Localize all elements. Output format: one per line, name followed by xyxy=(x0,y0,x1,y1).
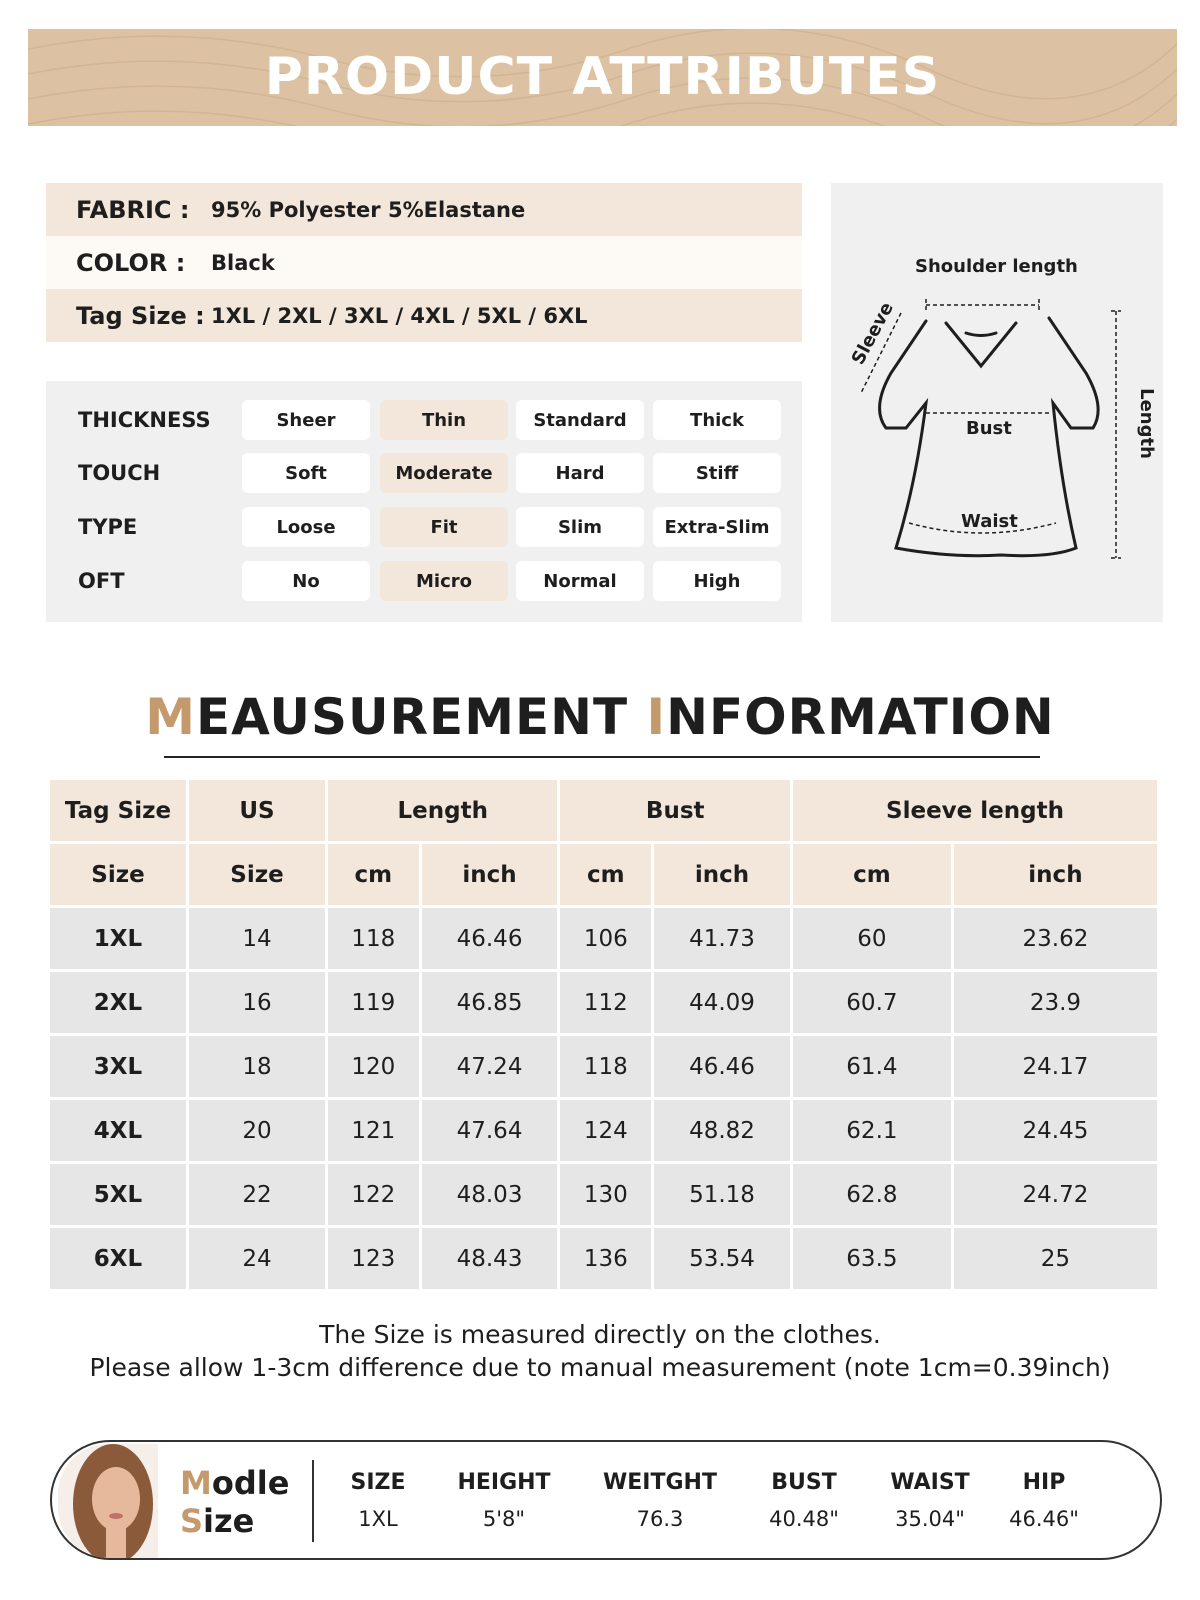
table-header-row xyxy=(50,780,1157,841)
table-cell: 6XL xyxy=(50,1228,186,1289)
table-row xyxy=(50,972,1157,1033)
property-chip-thick: Thick xyxy=(653,400,781,440)
property-chip-high: High xyxy=(653,561,781,601)
length-label: Length xyxy=(1135,388,1157,459)
stat-label: HIP xyxy=(1022,1470,1066,1495)
tag-size-row xyxy=(46,289,802,342)
subheader-cell: Size xyxy=(189,844,325,905)
table-cell: 118 xyxy=(560,1036,651,1097)
table-cell: 46.46 xyxy=(422,908,558,969)
table-cell: 18 xyxy=(189,1036,325,1097)
note-line-2: Please allow 1-3cm difference due to manual measurement (note 1cm=0.39inch) xyxy=(89,1353,1111,1382)
property-chip-standard: Standard xyxy=(516,400,644,440)
shoulder-length-label: Shoulder length xyxy=(915,256,1078,277)
table-cell: 53.54 xyxy=(654,1228,790,1289)
subheader-cell: cm xyxy=(793,844,951,905)
model-stat-bust xyxy=(734,1470,874,1531)
stat-value: 35.04" xyxy=(895,1507,965,1531)
stat-value: 40.48" xyxy=(769,1507,839,1531)
property-label: TOUCH xyxy=(78,461,161,485)
table-row xyxy=(50,1228,1157,1289)
table-cell: 62.1 xyxy=(793,1100,951,1161)
table-cell: 48.82 xyxy=(654,1100,790,1161)
size-table xyxy=(47,777,1160,1292)
property-label: TYPE xyxy=(78,515,138,539)
title-accent: S xyxy=(180,1502,204,1540)
table-cell: 3XL xyxy=(50,1036,186,1097)
color-value: Black xyxy=(211,250,275,275)
table-cell: 24 xyxy=(189,1228,325,1289)
heading-accent-i: I xyxy=(646,688,667,746)
header-cell: Bust xyxy=(560,780,789,841)
model-size-card xyxy=(50,1440,1162,1560)
property-chip-slim: Slim xyxy=(516,507,644,547)
property-chip-loose: Loose xyxy=(242,507,370,547)
heading-part: NFORMATION xyxy=(666,688,1055,746)
table-cell: 4XL xyxy=(50,1100,186,1161)
table-cell: 2XL xyxy=(50,972,186,1033)
stat-label: HEIGHT xyxy=(457,1470,551,1495)
stat-label: BUST xyxy=(771,1470,837,1495)
title-part: ize xyxy=(203,1502,255,1540)
table-cell: 1XL xyxy=(50,908,186,969)
stat-value: 5'8" xyxy=(482,1507,526,1531)
table-cell: 48.43 xyxy=(422,1228,558,1289)
stat-label: SIZE xyxy=(350,1470,406,1495)
table-cell: 47.24 xyxy=(422,1036,558,1097)
subheader-cell: inch xyxy=(954,844,1157,905)
model-stat-size xyxy=(308,1470,448,1531)
header-cell: Tag Size xyxy=(50,780,186,841)
property-chip-no: No xyxy=(242,561,370,601)
table-cell: 16 xyxy=(189,972,325,1033)
table-cell: 47.64 xyxy=(422,1100,558,1161)
model-stat-hip xyxy=(974,1470,1114,1531)
property-chip-soft: Soft xyxy=(242,453,370,493)
table-cell: 118 xyxy=(328,908,419,969)
table-cell: 106 xyxy=(560,908,651,969)
table-cell: 112 xyxy=(560,972,651,1033)
model-stat-height xyxy=(434,1470,574,1531)
table-row xyxy=(50,1164,1157,1225)
table-cell: 62.8 xyxy=(793,1164,951,1225)
avatar xyxy=(58,1444,158,1558)
subheader-cell: inch xyxy=(654,844,790,905)
table-row xyxy=(50,1036,1157,1097)
stat-value: 1XL xyxy=(358,1507,398,1531)
table-cell: 122 xyxy=(328,1164,419,1225)
note-line-1: The Size is measured directly on the clothes. xyxy=(319,1320,881,1349)
property-label: THICKNESS xyxy=(78,408,211,432)
table-cell: 23.62 xyxy=(954,908,1157,969)
table-cell: 20 xyxy=(189,1100,325,1161)
table-cell: 61.4 xyxy=(793,1036,951,1097)
table-cell: 60.7 xyxy=(793,972,951,1033)
table-cell: 124 xyxy=(560,1100,651,1161)
property-chip-thin: Thin xyxy=(380,400,508,440)
color-row xyxy=(46,236,802,289)
table-cell: 51.18 xyxy=(654,1164,790,1225)
subheader-cell: Size xyxy=(50,844,186,905)
table-cell: 46.85 xyxy=(422,972,558,1033)
table-cell: 123 xyxy=(328,1228,419,1289)
stat-label: WAIST xyxy=(890,1470,970,1495)
property-chip-fit: Fit xyxy=(380,507,508,547)
fabric-label: FABRIC : xyxy=(76,195,190,224)
table-cell: 22 xyxy=(189,1164,325,1225)
subheader-cell: cm xyxy=(328,844,419,905)
table-cell: 24.17 xyxy=(954,1036,1157,1097)
table-cell: 5XL xyxy=(50,1164,186,1225)
property-chip-moderate: Moderate xyxy=(380,453,508,493)
heading-accent-m: M xyxy=(145,688,197,746)
property-chip-sheer: Sheer xyxy=(242,400,370,440)
sleeve-label: Sleeve xyxy=(847,298,898,369)
table-cell: 60 xyxy=(793,908,951,969)
table-row xyxy=(50,908,1157,969)
table-subheader-row xyxy=(50,844,1157,905)
heading-part: EAUSUREMENT xyxy=(196,688,647,746)
table-cell: 119 xyxy=(328,972,419,1033)
table-cell: 130 xyxy=(560,1164,651,1225)
table-cell: 136 xyxy=(560,1228,651,1289)
property-chip-micro: Micro xyxy=(380,561,508,601)
table-cell: 63.5 xyxy=(793,1228,951,1289)
subheader-cell: cm xyxy=(560,844,651,905)
stat-value: 76.3 xyxy=(636,1507,684,1531)
dress-outline-icon xyxy=(831,183,1163,622)
measurement-heading xyxy=(0,688,1200,746)
color-label: COLOR : xyxy=(76,248,186,277)
table-cell: 44.09 xyxy=(654,972,790,1033)
table-cell: 46.46 xyxy=(654,1036,790,1097)
fabric-row xyxy=(46,183,802,236)
waist-label: Waist xyxy=(961,511,1018,532)
stat-value: 46.46" xyxy=(1009,1507,1079,1531)
table-cell: 120 xyxy=(328,1036,419,1097)
page-title: PRODUCT ATTRIBUTES xyxy=(264,47,941,107)
header-cell: Sleeve length xyxy=(793,780,1157,841)
property-chip-stiff: Stiff xyxy=(653,453,781,493)
subheader-cell: inch xyxy=(422,844,558,905)
heading-underline xyxy=(164,756,1040,758)
tag-size-label: Tag Size : xyxy=(76,301,205,330)
tag-size-value: 1XL / 2XL / 3XL / 4XL / 5XL / 6XL xyxy=(211,303,588,328)
table-cell: 24.45 xyxy=(954,1100,1157,1161)
banner xyxy=(28,29,1177,126)
property-chip-hard: Hard xyxy=(516,453,644,493)
garment-diagram xyxy=(831,183,1163,622)
property-label: OFT xyxy=(78,569,125,593)
table-cell: 121 xyxy=(328,1100,419,1161)
table-cell: 14 xyxy=(189,908,325,969)
header-cell: Length xyxy=(328,780,557,841)
properties-panel xyxy=(46,381,802,622)
fabric-value: 95% Polyester 5%Elastane xyxy=(211,197,526,222)
table-cell: 23.9 xyxy=(954,972,1157,1033)
table-row xyxy=(50,1100,1157,1161)
model-stat-weitght xyxy=(590,1470,730,1531)
table-cell: 25 xyxy=(954,1228,1157,1289)
property-chip-extra-slim: Extra-Slim xyxy=(653,507,781,547)
property-chip-normal: Normal xyxy=(516,561,644,601)
table-cell: 24.72 xyxy=(954,1164,1157,1225)
stat-label: WEITGHT xyxy=(603,1470,717,1495)
model-size-title xyxy=(180,1464,289,1540)
header-cell: US xyxy=(189,780,325,841)
table-cell: 48.03 xyxy=(422,1164,558,1225)
bust-label: Bust xyxy=(966,418,1012,439)
title-part: odle xyxy=(211,1464,290,1502)
title-accent: M xyxy=(180,1464,212,1502)
table-cell: 41.73 xyxy=(654,908,790,969)
